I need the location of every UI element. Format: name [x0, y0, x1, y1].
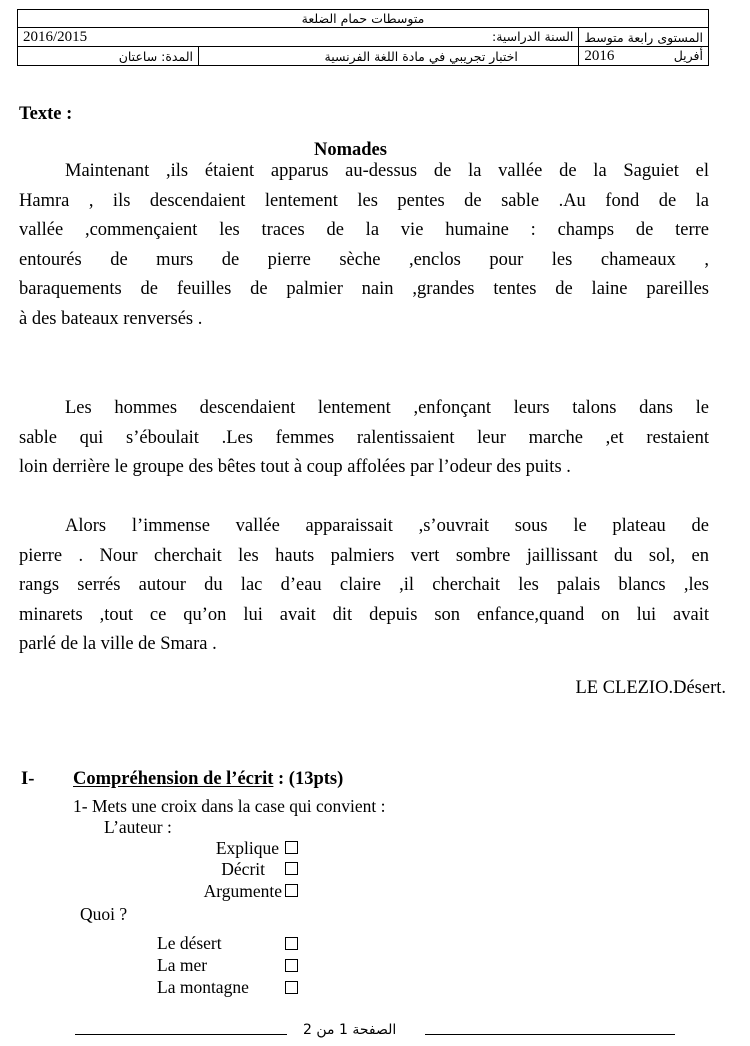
- option-label: La mer: [157, 955, 208, 975]
- option-label: Argumente: [203, 881, 282, 901]
- option-la-montagne: [157, 977, 249, 997]
- checkbox[interactable]: [285, 841, 298, 854]
- school-year-label: السنة الدراسية:: [492, 29, 574, 44]
- option-decrit: [221, 859, 298, 879]
- section-title: Compréhension de l’écrit: [73, 769, 274, 789]
- text-line: Maintenant ,ils étaient apparus au-dessus de la vallée de la Saguiet el: [65, 161, 709, 181]
- school-year-cell: [18, 28, 579, 47]
- exam-date: [579, 47, 709, 66]
- text-heading: Texte :: [19, 104, 73, 124]
- option-le-desert: [157, 933, 222, 953]
- paragraph-2: [19, 394, 709, 483]
- option-label: La montagne: [157, 977, 249, 997]
- school-year: 2016/2015: [23, 29, 88, 45]
- text-line: loin derrière le groupe des bêtes tout à coup affolées par l’odeur des puits .: [19, 457, 571, 478]
- text-line: Les hommes descendaient lentement ,enfonçant leurs talons dans le: [65, 398, 709, 418]
- option-explique: [216, 838, 298, 858]
- text-line: Hamra , ils descendaient lentement les pentes de sable .Au fond de la: [19, 190, 709, 211]
- text-line: pierre . Nour cherchait les hauts palmiers vert sombre jaillissant du sol, en: [19, 545, 709, 566]
- section-heading: [73, 765, 343, 795]
- level: المستوى رابعة متوسط: [579, 28, 709, 47]
- text-title: Nomades: [314, 140, 387, 160]
- option-label: Explique: [215, 838, 279, 858]
- text-line: à des bateaux renversés .: [19, 308, 203, 329]
- text-line: sable qui s’éboulait .Les femmes ralentissaient leur marche ,et restaient: [19, 427, 709, 448]
- group1-label: L’auteur :: [104, 817, 172, 837]
- footer-rule-right: [425, 1034, 675, 1035]
- option-la-mer: [157, 955, 207, 975]
- paragraph-1: [19, 157, 709, 335]
- group2-label: Quoi ?: [80, 904, 128, 924]
- footer-rule-left: [75, 1034, 287, 1035]
- checkbox[interactable]: [285, 959, 298, 972]
- option-label: Décrit: [221, 859, 265, 879]
- checkbox[interactable]: [285, 981, 298, 994]
- date-year: 2016: [584, 48, 615, 64]
- school-name: متوسطات حمام الضلعة: [18, 10, 709, 28]
- page-number: الصفحة 1 من 2: [303, 1022, 397, 1038]
- duration: المدة: ساعتان: [18, 47, 199, 66]
- text-line: rangs serrés autour du lac d’eau claire ,il cherchait les palais blancs ,les: [19, 575, 709, 596]
- text-source: LE CLEZIO.Désert.: [575, 678, 726, 698]
- exam-title: اختبار تجريبي في مادة اللغة الفرنسية: [199, 47, 579, 66]
- text-line: Alors l’immense vallée apparaissait ,s’ouvrait sous le plateau de: [65, 516, 709, 536]
- text-line: parlé de la ville de Smara .: [19, 634, 217, 655]
- option-label: Le désert: [157, 933, 222, 953]
- paragraph-3: [19, 512, 709, 660]
- date-month: أفريل: [673, 48, 703, 63]
- checkbox[interactable]: [285, 937, 298, 950]
- section-number: I-: [21, 769, 35, 789]
- exam-header: [17, 9, 709, 66]
- checkbox[interactable]: [285, 884, 298, 897]
- section-points: : (13pts): [278, 769, 344, 789]
- text-line: vallée ,commençaient les traces de la vie humaine : champs de terre: [19, 220, 709, 241]
- option-argumente: [204, 881, 298, 901]
- text-line: minarets ,tout ce qu’on lui avait dit depuis son enfance,quand on lui avait: [19, 604, 709, 625]
- question-1: 1- Mets une croix dans la case qui convient :: [73, 796, 386, 816]
- text-line: entourés de murs de pierre sèche ,enclos pour les chameaux ,: [19, 249, 709, 270]
- text-line: baraquements de feuilles de palmier nain ,grandes tentes de laine pareilles: [19, 279, 709, 300]
- checkbox[interactable]: [285, 862, 298, 875]
